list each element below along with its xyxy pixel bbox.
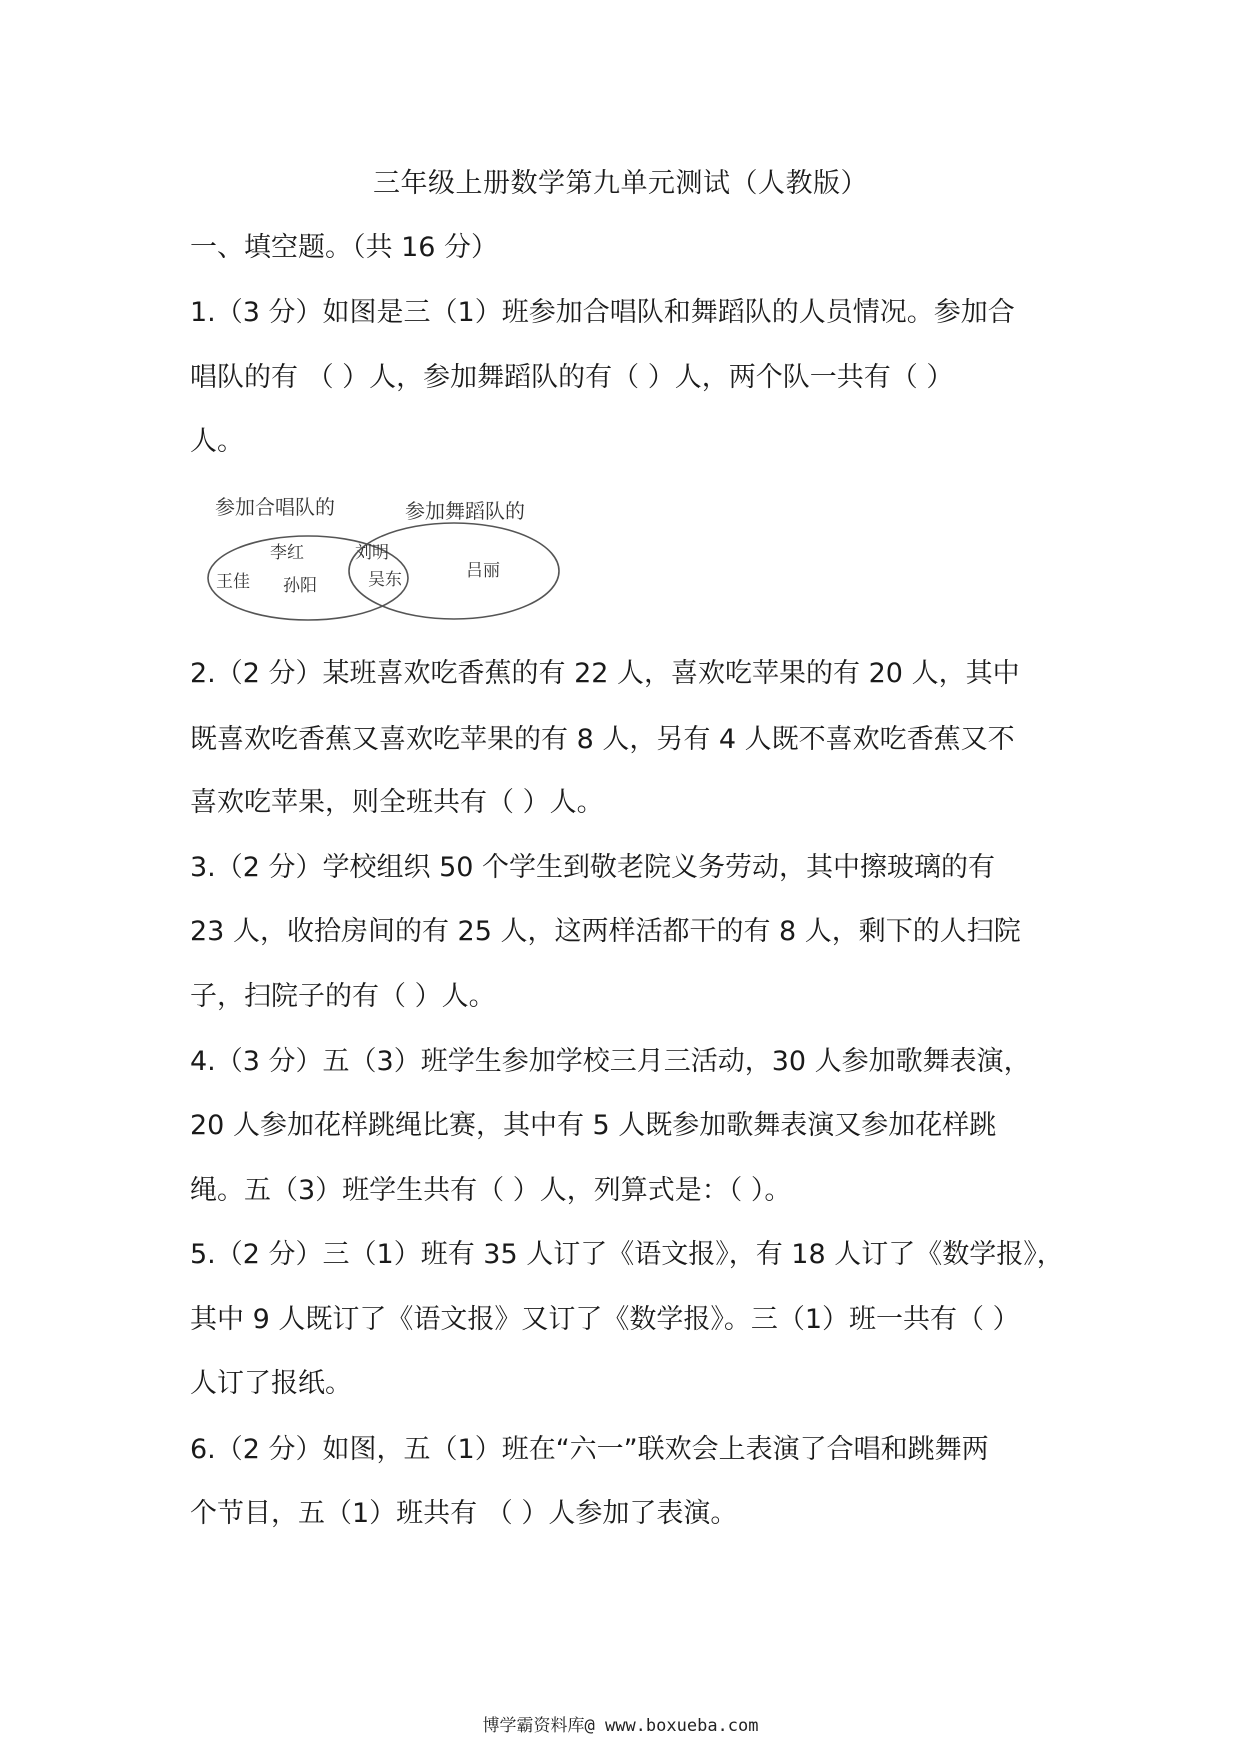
q3-line-3: 子，扫院子的有（ ）人。: [190, 981, 496, 1012]
q5-line-2: 其中 9 人既订了《语文报》又订了《数学报》。三（1）班一共有（ ）: [190, 1304, 1020, 1335]
page-title: 三年级上册数学第九单元测试（人教版）: [373, 168, 868, 199]
section-heading: 一、填空题。（共 16 分）: [190, 232, 499, 263]
footer-watermark: 博学霸资料库@ www.boxueba.com: [482, 1716, 759, 1736]
q6-line-2: 个节目，五（1）班共有 （ ）人参加了表演。: [190, 1498, 738, 1529]
q5-line-3: 人订了报纸。: [190, 1368, 352, 1399]
venn-name-sun-yang: 孙阳: [283, 576, 317, 596]
venn-left-label: 参加合唱队的: [215, 496, 335, 519]
venn-svg: [205, 496, 565, 626]
venn-right-label: 参加舞蹈队的: [405, 499, 525, 523]
q4-line-3: 绳。五（3）班学生共有（ ）人，列算式是：（ ）。: [190, 1175, 792, 1206]
q1-line-3: 人。: [190, 426, 244, 457]
q1-line-1: 1.（3 分）如图是三（1）班参加合唱队和舞蹈队的人员情况。参加合: [190, 297, 1015, 328]
q5-line-1: 5.（2 分）三（1）班有 35 人订了《语文报》，有 18 人订了《数学报》，: [190, 1239, 1064, 1270]
venn-diagram: [205, 496, 565, 626]
venn-name-liu-ming: 刘明: [355, 543, 389, 563]
q2-line-2: 既喜欢吃香蕉又喜欢吃苹果的有 8 人，另有 4 人既不喜欢吃香蕉又不: [190, 724, 1015, 755]
q4-line-2: 20 人参加花样跳绳比赛，其中有 5 人既参加歌舞表演又参加花样跳: [190, 1110, 997, 1141]
q3-line-2: 23 人，收拾房间的有 25 人，这两样活都干的有 8 人，剩下的人扫院: [190, 916, 1021, 947]
q2-line-1: 2.（2 分）某班喜欢吃香蕉的有 22 人，喜欢吃苹果的有 20 人，其中: [190, 658, 1020, 689]
venn-name-wang-jia: 王佳: [216, 572, 250, 592]
q1-line-2: 唱队的有 （ ）人，参加舞蹈队的有（ ）人，两个队一共有（ ）: [190, 362, 954, 393]
venn-name-lv-li: 吕丽: [466, 561, 500, 581]
q3-line-1: 3.（2 分）学校组织 50 个学生到敬老院义务劳动，其中擦玻璃的有: [190, 852, 996, 883]
venn-name-li-hong: 李红: [270, 543, 304, 563]
q2-line-3: 喜欢吃苹果，则全班共有（ ）人。: [190, 787, 604, 818]
q4-line-1: 4.（3 分）五（3）班学生参加学校三月三活动，30 人参加歌舞表演，: [190, 1046, 1031, 1077]
q6-line-1: 6.（2 分）如图，五（1）班在“六一”联欢会上表演了合唱和跳舞两: [190, 1434, 989, 1465]
venn-name-wu-dong: 吴东: [368, 570, 402, 590]
